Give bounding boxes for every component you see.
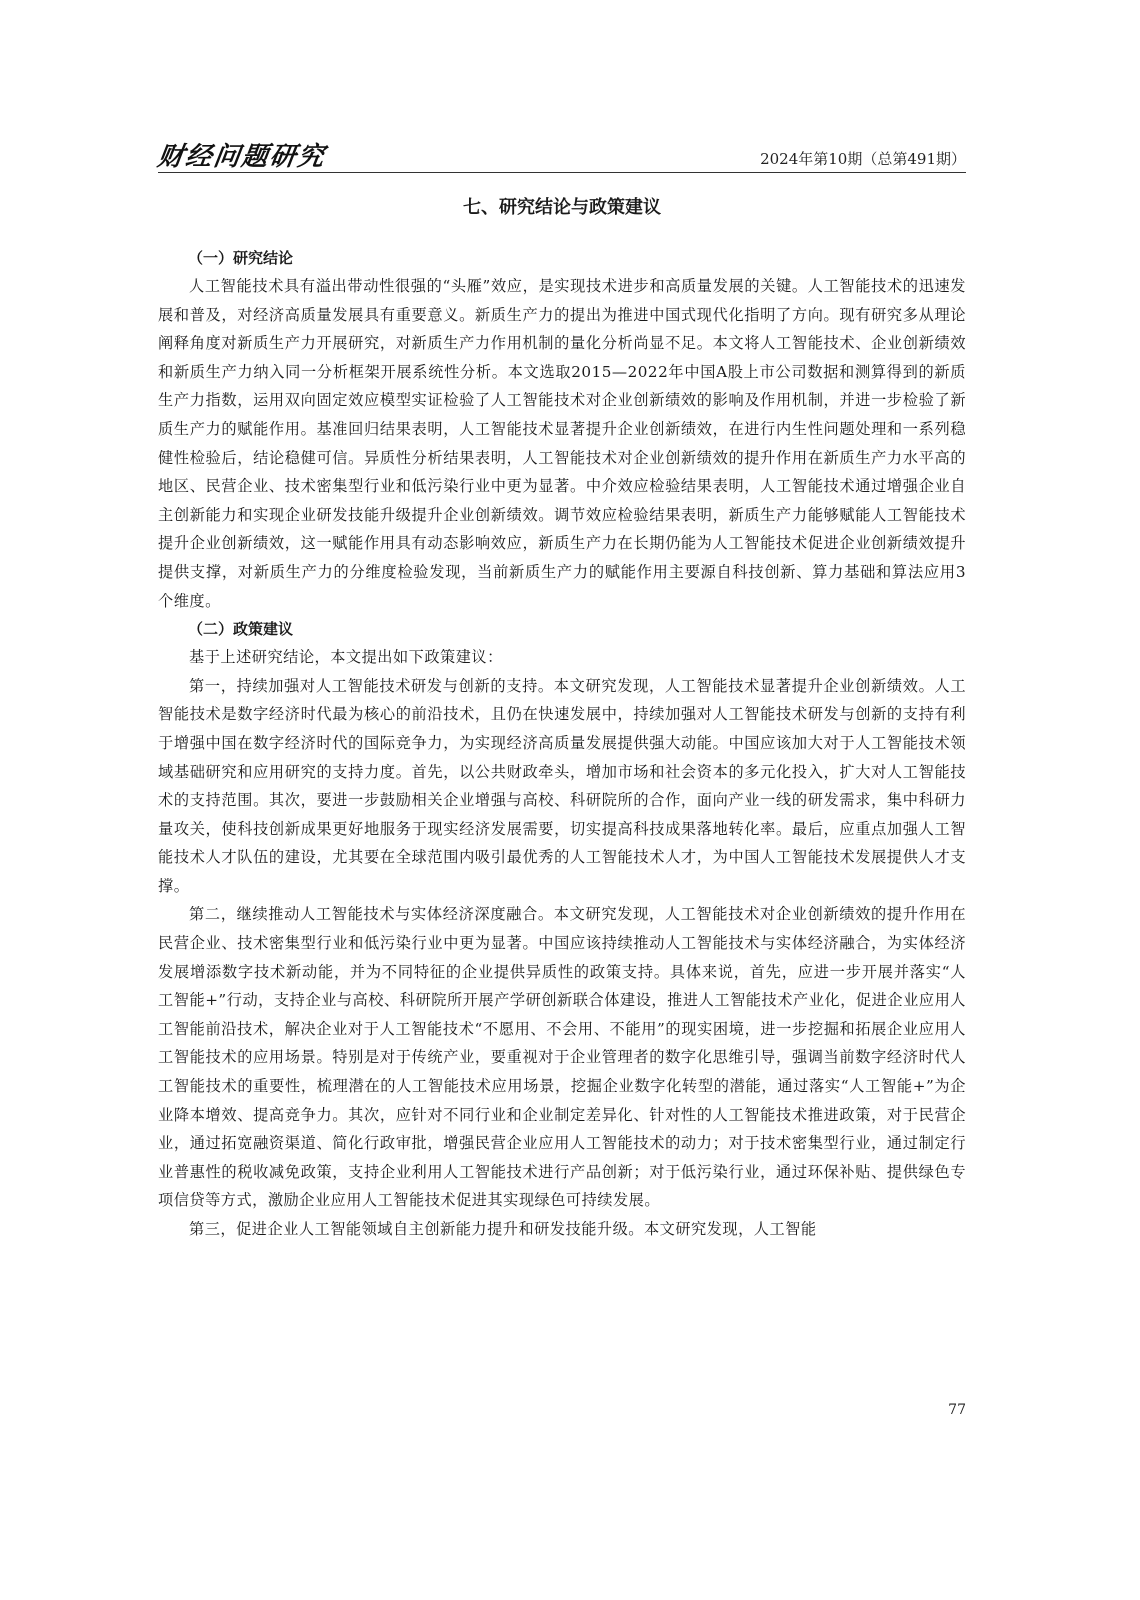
running-header	[155, 136, 966, 172]
subsection-heading-conclusions: （一）研究结论	[188, 249, 294, 267]
subsection-heading-policy: （二）政策建议	[188, 620, 294, 639]
page-number: 77	[948, 1402, 966, 1418]
paragraph: 第一，持续加强对人工智能技术研发与创新的支持。本文研究发现，人工智能技术显著提升企业创新绩效。人工智能技术是数字经济时代最为核心的前沿技术，且仍在快速发展中，持续加强对人工智能技术研发与创新的支持有利于增强中国在数字经济时代的国际竞争力，为实现经济高质量发展提供强大动能。中国应该加大对于人工智能技术领域基础研究和应用研究的支持力度。首先，以公共财政牵头，增加市场和社会资本的多元化投入，扩大对人工智能技术的支持范围。其次，要进一步鼓励相关企业增强与高校、科研院所的合作，面向产业一线的研发需求，集中科研力量攻关，使科技创新成果更好地服务于现实经济发展需要，切实提高科技成果落地转化率。最后，应重点加强人工智能技术人才队伍的建设，尤其要在全球范围内吸引最优秀的人工智能技术人才，为中国人工智能技术发展提供人才支撑。	[158, 676, 966, 895]
issue-info: 2024年第10期（总第491期）	[760, 150, 966, 168]
section-title: 七、研究结论与政策建议	[463, 197, 661, 218]
paragraph: 第三，促进企业人工智能领域自主创新能力提升和研发技能升级。本文研究发现，人工智能	[189, 1220, 817, 1238]
article-body	[158, 194, 966, 1244]
paragraph: 基于上述研究结论，本文提出如下政策建议：	[189, 648, 503, 667]
paragraph: 第二，继续推动人工智能技术与实体经济深度融合。本文研究发现，人工智能技术对企业创新绩效的提升作用在民营企业、技术密集型行业和低污染行业中更为显著。中国应该持续推动人工智能技术与实体经济融合，为实体经济发展增添数字技术新动能，并为不同特征的企业提供异质性的政策支持。具体来说，首先，应进一步开展并落实“人工智能+”行动，支持企业与高校、科研院所开展产学研创新联合体建设，推进人工智能技术产业化，促进企业应用人工智能前沿技术，解决企业对于人工智能技术“不愿用、不会用、不能用”的现实困境，进一步挖掘和拓展企业应用人工智能技术的应用场景。特别是对于传统产业，要重视对于企业管理者的数字化思维引导，强调当前数字经济时代人工智能技术的重要性，梳理潜在的人工智能技术应用场景，挖掘企业数字化转型的潜能，通过落实“人工智能+”为企业降本增效、提高竞争力。其次，应针对不同行业和企业制定差异化、针对性的人工智能技术推进政策，对于民营企业，通过拓宽融资渠道、简化行政审批，增强民营企业应用人工智能技术的动力；对于技术密集型行业，通过制定行业普惠性的税收减免政策，支持企业利用人工智能技术进行产品创新；对于低污染行业，通过环保补贴、提供绿色专项信贷等方式，激励企业应用人工智能技术促进其实现绿色可持续发展。	[158, 905, 966, 1210]
paragraph: 人工智能技术具有溢出带动性很强的“头雁”效应，是实现技术进步和高质量发展的关键。人工智能技术的迅速发展和普及，对经济高质量发展具有重要意义。新质生产力的提出为推进中国式现代化指明了方向。现有研究多从理论阐释角度对新质生产力开展研究，对新质生产力作用机制的量化分析尚显不足。本文将人工智能技术、企业创新绩效和新质生产力纳入同一分析框架开展系统性分析。本文选取2015—2022年中国A股上市公司数据和测算得到的新质生产力指数，运用双向固定效应模型实证检验了人工智能技术对企业创新绩效的影响及作用机制，并进一步检验了新质生产力的赋能作用。基准回归结果表明，人工智能技术显著提升企业创新绩效，在进行内生性问题处理和一系列稳健性检验后，结论稳健可信。异质性分析结果表明，人工智能技术对企业创新绩效的提升作用在新质生产力水平高的地区、民营企业、技术密集型行业和低污染行业中更为显著。中介效应检验结果表明，人工智能技术通过增强企业自主创新能力和实现企业研发技能升级提升企业创新绩效。调节效应检验结果表明，新质生产力能够赋能人工智能技术提升企业创新绩效，这一赋能作用具有动态影响效应，新质生产力在长期仍能为人工智能技术促进企业创新绩效提升提供支撑，对新质生产力的分维度检验发现，当前新质生产力的赋能作用主要源自科技创新、算力基础和算法应用3个维度。	[158, 277, 966, 610]
header-rule	[158, 172, 966, 173]
journal-logo: 财经问题研究	[155, 142, 328, 172]
